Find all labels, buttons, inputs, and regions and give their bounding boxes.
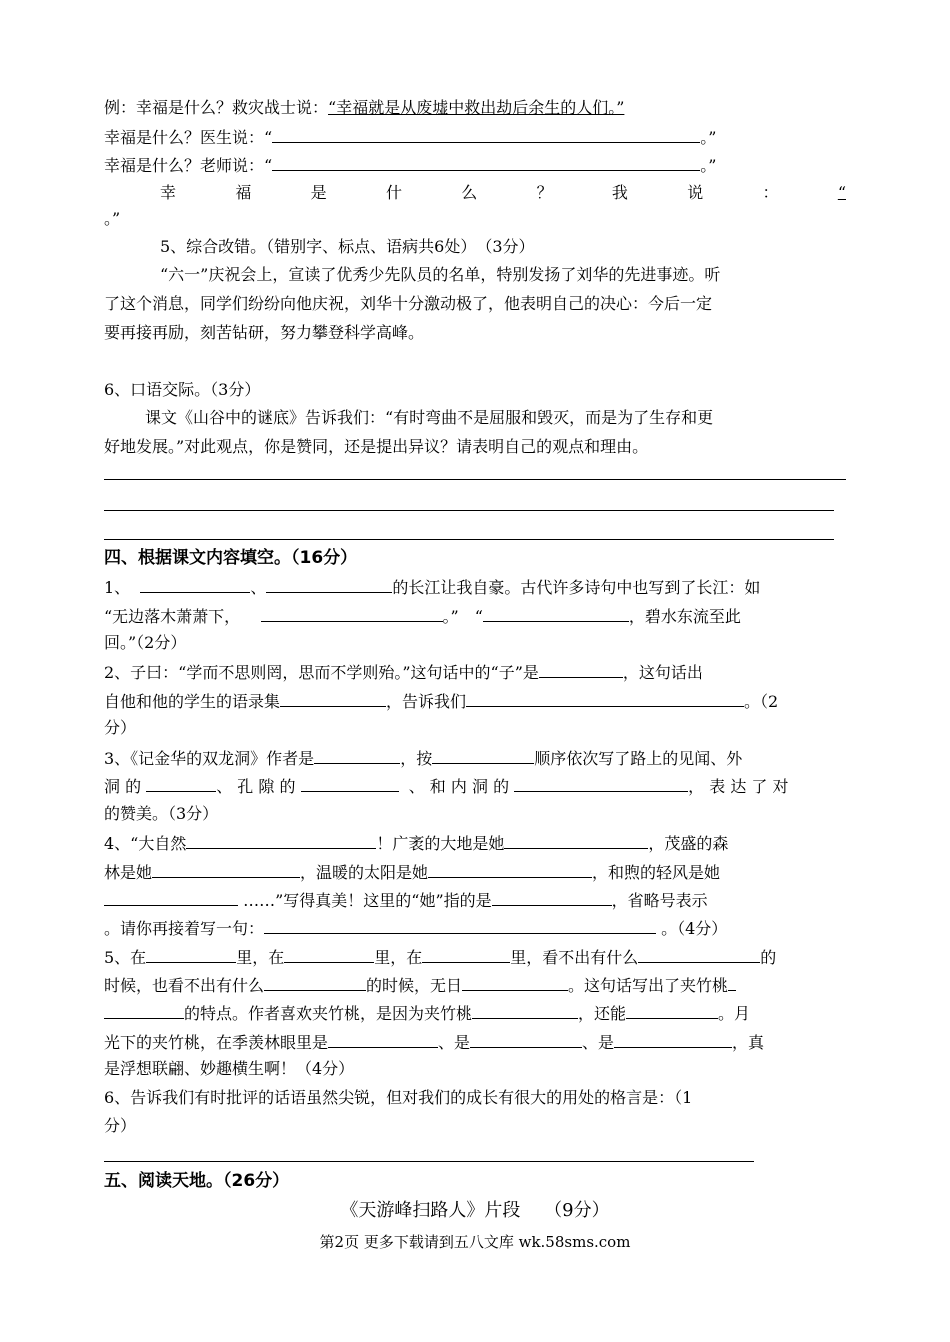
blank[interactable] bbox=[462, 974, 568, 991]
answer-line[interactable] bbox=[104, 479, 846, 480]
blank[interactable] bbox=[614, 1031, 732, 1048]
text: “无边落木萧萧下， bbox=[104, 607, 241, 626]
char: 幸 bbox=[160, 183, 177, 202]
text: 2、子曰：“学而不思则罔，思而不学则殆。”这句话中的“子”是 bbox=[104, 663, 539, 682]
s4-item1-line2 bbox=[104, 605, 846, 627]
blank[interactable] bbox=[472, 1002, 578, 1019]
blank[interactable] bbox=[432, 747, 534, 764]
text: 4、“大自然 bbox=[104, 834, 187, 853]
text: 里，看不出有什么 bbox=[510, 948, 639, 967]
text: 、是 bbox=[438, 1033, 471, 1052]
blank[interactable] bbox=[301, 775, 399, 792]
s4-item6-line1: 6、告诉我们有时批评的话语虽然尖锐，但对我们的成长有很大的用处的格言是：（1 bbox=[104, 1088, 693, 1107]
teacher-close: 。” bbox=[700, 156, 717, 175]
char: 我 bbox=[611, 183, 628, 202]
text: 里，在 bbox=[236, 948, 285, 967]
text: ， 表 达 了 对 bbox=[688, 777, 789, 796]
blank[interactable] bbox=[280, 690, 386, 707]
teacher-answer-blank[interactable] bbox=[272, 154, 700, 171]
text: 的特点。作者喜欢夹竹桃，是因为夹竹桃 bbox=[184, 1004, 473, 1023]
text: 、 bbox=[250, 578, 267, 597]
text: 、 和 内 洞 的 bbox=[408, 777, 510, 796]
text: ，按 bbox=[400, 749, 433, 768]
text: ，茂盛的森 bbox=[648, 834, 729, 853]
text: ，还能 bbox=[578, 1004, 627, 1023]
text: ，这句话出 bbox=[622, 663, 703, 682]
doctor-line bbox=[104, 126, 846, 148]
text: ！广袤的大地是她 bbox=[376, 834, 505, 853]
blank[interactable] bbox=[638, 946, 760, 963]
q5-title: 5、综合改错。（错别字、标点、语病共6处） （3分） bbox=[160, 237, 535, 256]
blank[interactable] bbox=[483, 605, 629, 622]
section-4-heading: 四、根据课文内容填空。（16分） bbox=[104, 548, 358, 568]
text: ，告诉我们 bbox=[386, 692, 467, 711]
s4-item3-line2 bbox=[104, 775, 846, 797]
char: 福 bbox=[235, 183, 252, 202]
char: 么 bbox=[461, 183, 478, 202]
s4-item4-line4 bbox=[104, 917, 846, 939]
char: 什 bbox=[385, 183, 402, 202]
s4-item4-line1 bbox=[104, 832, 846, 854]
text: 5、在 bbox=[104, 948, 147, 967]
text: 洞 的 bbox=[104, 777, 142, 796]
text: 时候，也看不出有什么 bbox=[104, 976, 265, 995]
blank[interactable] bbox=[314, 747, 400, 764]
blank[interactable] bbox=[470, 1031, 582, 1048]
blank[interactable] bbox=[186, 832, 376, 849]
char: ： bbox=[762, 183, 779, 202]
s4-item5-line3 bbox=[104, 1002, 846, 1024]
open-quote[interactable]: “ bbox=[837, 183, 846, 202]
blank[interactable] bbox=[266, 576, 392, 593]
blank[interactable] bbox=[261, 605, 443, 622]
blank[interactable] bbox=[492, 889, 612, 906]
s4-item4-line2 bbox=[104, 861, 846, 883]
text: 顺序依次写了路上的见闻、外 bbox=[534, 749, 743, 768]
blank[interactable] bbox=[264, 974, 366, 991]
s4-item2-line2 bbox=[104, 690, 846, 712]
text: 3、《记金华的双龙洞》作者是 bbox=[104, 749, 315, 768]
blank[interactable] bbox=[140, 576, 250, 593]
s4-item5-line5: 是浮想联翩、妙趣横生啊！（4分） bbox=[104, 1059, 355, 1078]
s4-item3-line1 bbox=[104, 747, 846, 769]
text: ，真 bbox=[732, 1033, 765, 1052]
s4-item5-line1 bbox=[104, 946, 846, 968]
page-footer: 第2页 更多下载请到五八文库 wk.58sms.com bbox=[319, 1233, 631, 1251]
text: 。（4分） bbox=[661, 919, 728, 938]
blank[interactable] bbox=[539, 661, 623, 678]
text: ，和煦的轻风是她 bbox=[592, 863, 721, 882]
blank[interactable] bbox=[264, 917, 656, 934]
blank[interactable] bbox=[146, 946, 236, 963]
answer-line[interactable] bbox=[104, 1161, 754, 1162]
text: 。这句话写出了夹竹桃 bbox=[568, 976, 729, 995]
text: 。请你再接着写一句： bbox=[104, 919, 265, 938]
text: 的长江让我自豪。古代许多诗句中也写到了长江：如 bbox=[392, 578, 761, 597]
blank[interactable] bbox=[466, 690, 744, 707]
doctor-prompt: 幸福是什么？医生说：“ bbox=[104, 128, 273, 147]
s4-item3-line3: 的赞美。（3分） bbox=[104, 804, 219, 823]
blank[interactable] bbox=[504, 832, 648, 849]
section-5-heading: 五、阅读天地。（26分） bbox=[104, 1171, 290, 1191]
q6-title: 6、口语交际。（3分） bbox=[104, 380, 261, 399]
example-answer: “幸福就是从废墟中救出劫后余生的人们。” bbox=[328, 98, 625, 117]
text: ……”写得真美！这里的“她”指的是 bbox=[243, 891, 492, 910]
s4-item1-line3: 回。”（2分） bbox=[104, 633, 187, 652]
passage-title: 《天游峰扫路人》片段 （9分） bbox=[340, 1200, 610, 1221]
doctor-close: 。” bbox=[700, 128, 717, 147]
teacher-line bbox=[104, 154, 846, 176]
q6-paragraph-line: 课文《山谷中的谜底》告诉我们：“有时弯曲不是屈服和毁灭，而是为了生存和更 bbox=[145, 408, 714, 427]
blank[interactable] bbox=[152, 861, 300, 878]
blank[interactable] bbox=[104, 889, 238, 906]
blank[interactable] bbox=[728, 974, 736, 991]
text: 的 bbox=[760, 948, 777, 967]
blank[interactable] bbox=[514, 775, 688, 792]
blank[interactable] bbox=[626, 1002, 718, 1019]
q5-paragraph-line: 要再接再励，刻苦钻研，努力攀登科学高峰。 bbox=[104, 323, 425, 342]
answer-line[interactable] bbox=[104, 539, 834, 540]
s4-item6-line2: 分） bbox=[104, 1116, 137, 1135]
char: 说 bbox=[687, 183, 704, 202]
teacher-prompt: 幸福是什么？老师说：“ bbox=[104, 156, 273, 175]
blank[interactable] bbox=[428, 861, 592, 878]
text: 。月 bbox=[718, 1004, 751, 1023]
text: ，碧水东流至此 bbox=[628, 607, 741, 626]
text: 林是她 bbox=[104, 863, 153, 882]
text: ，省略号表示 bbox=[611, 891, 708, 910]
example-line bbox=[104, 98, 846, 118]
text: 里，在 bbox=[374, 948, 423, 967]
answer-line[interactable] bbox=[104, 510, 834, 511]
text: ，温暖的太阳是她 bbox=[300, 863, 429, 882]
blank[interactable] bbox=[422, 946, 510, 963]
text: 、是 bbox=[582, 1033, 615, 1052]
text: 。” “ bbox=[442, 607, 483, 626]
s4-item4-line3 bbox=[104, 889, 846, 911]
blank[interactable] bbox=[104, 1002, 184, 1019]
char: ？ bbox=[536, 183, 553, 202]
text: 、 孔 隙 的 bbox=[216, 777, 296, 796]
my-answer-close: 。” bbox=[104, 209, 121, 228]
example-prefix: 例：幸福是什么？救灾战士说： bbox=[104, 98, 329, 117]
text: 1、 bbox=[104, 578, 131, 597]
q5-paragraph-line: 了这个消息，同学们纷纷向他庆祝，刘华十分激动极了，他表明自己的决心：今后一定 bbox=[104, 294, 713, 313]
s4-item2-line3: 分） bbox=[104, 718, 137, 737]
s4-item5-line4 bbox=[104, 1031, 846, 1053]
blank[interactable] bbox=[328, 1031, 438, 1048]
s4-item2-line1 bbox=[104, 661, 846, 683]
my-answer-line bbox=[160, 183, 846, 203]
char: 是 bbox=[310, 183, 327, 202]
blank[interactable] bbox=[146, 775, 216, 792]
doctor-answer-blank[interactable] bbox=[272, 126, 700, 143]
q6-paragraph-line: 好地发展。”对此观点，你是赞同，还是提出异议？请表明自己的观点和理由。 bbox=[104, 437, 649, 456]
blank[interactable] bbox=[284, 946, 374, 963]
text: 。（2 bbox=[744, 692, 779, 711]
s4-item1-line1 bbox=[104, 576, 846, 598]
text: 的时候，无日 bbox=[366, 976, 463, 995]
q5-paragraph-line: “六一”庆祝会上，宣读了优秀少先队员的名单，特别发扬了刘华的先进事迹。听 bbox=[160, 265, 721, 284]
s4-item5-line2 bbox=[104, 974, 846, 996]
text: 自他和他的学生的语录集 bbox=[104, 692, 281, 711]
text: 光下的夹竹桃，在季羡林眼里是 bbox=[104, 1033, 329, 1052]
